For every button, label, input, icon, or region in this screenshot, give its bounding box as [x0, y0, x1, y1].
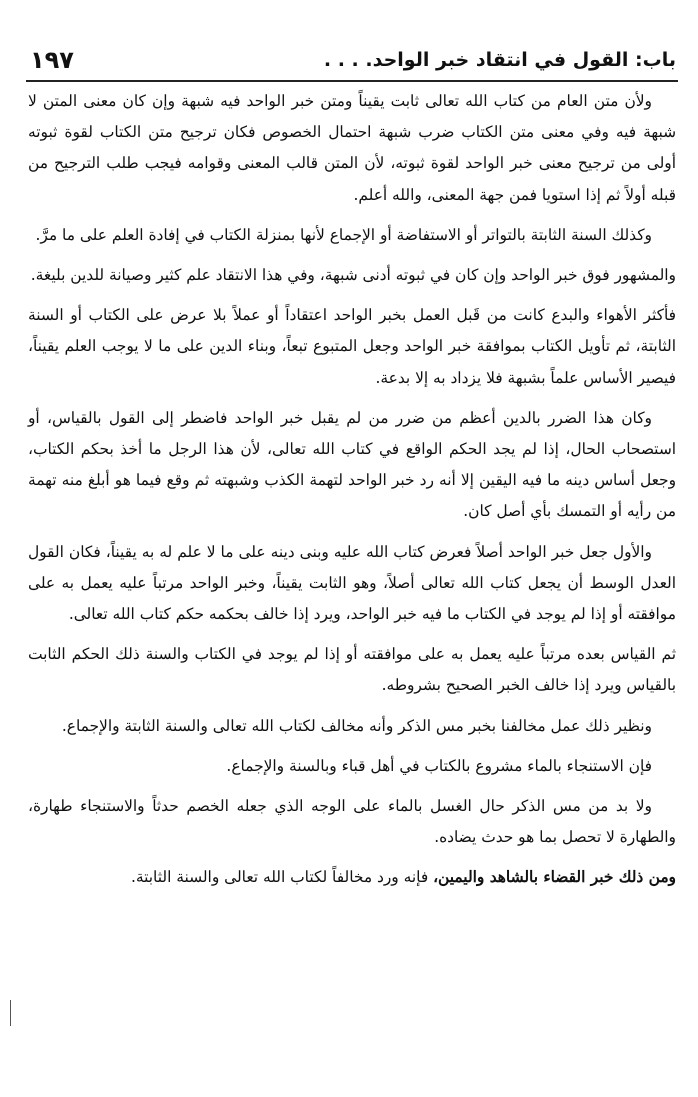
paragraph: وكذلك السنة الثابتة بالتواتر أو الاستفاضة أو الإجماع لأنها بمنزلة الكتاب في إفادة العلم على ما مرَّ.: [35, 225, 652, 244]
page-number: ١٩٧: [30, 46, 74, 74]
paragraph: والمشهور فوق خبر الواحد وإن كان في ثبوته أدنى شبهة، وفي هذا الانتقاد علم كثير وصيانة للدين بليغة.: [30, 266, 676, 285]
paragraph-last: [28, 862, 676, 893]
paragraph: فأكثر الأهواء والبدع كانت من قَبل العمل بخبر الواحد اعتقاداً أو عملاً بلا عرض على الكتاب أو السنة الثابتة، ثم تأويل الكتاب بموافقة خبر الواحد وجعل المتبوع تبعاً، وبناء الدين على ما لا يوجب العلم يقيناً، فيصير الأساس علماً بشبهة فلا يزداد به إلا بدعة.: [28, 306, 676, 387]
header-rule: [26, 80, 678, 82]
chapter-title: باب: القول في انتقاد خبر الواحد. . . .: [323, 49, 676, 71]
bold-phrase: ومن ذلك خبر القضاء بالشاهد واليمين،: [433, 868, 676, 887]
paragraph-rest: فإنه ورد مخالفاً لكتاب الله تعالى والسنة الثابتة.: [130, 868, 434, 887]
margin-mark: [10, 1000, 11, 1026]
paragraph: فإن الاستنجاء بالماء مشروع بالكتاب في أهل قباء وبالسنة والإجماع.: [226, 756, 652, 775]
paragraph: ثم القياس بعده مرتباً عليه يعمل به على موافقته أو إذا لم يوجد في الكتاب والسنة ذلك الحكم الثابت بالقياس ويرد إذا خالف الخبر الصحيح بشروطه.: [28, 645, 676, 695]
paragraph: وكان هذا الضرر بالدين أعظم من ضرر من لم يقبل خبر الواحد فاضطر إلى القول بالقياس، أو استصحاب الحال، إذا لم يجد الحكم الواقع في كتاب الله تعالى، لأن هذا الرجل ما أخذ بحكم الكتاب، وجعل أساس دينه ما فيه اليقين إلا أنه رد خبر الواحد لتهمة الكذب وشبهته ثم وقع فيما هو أبلغ منه تهمة من رأيه أو التمسك بأي أصل كان.: [28, 408, 676, 521]
running-header: [30, 40, 676, 80]
paragraph: ولأن متن العام من كتاب الله تعالى ثابت يقيناً ومتن خبر الواحد فيه شبهة وإن كان معنى المتن لا شبهة فيه وفي معنى متن الكتاب ضرب شبهة احتمال الخصوص فكان ترجيح متن الكتاب لقوة ثبوته أولى من ترجيح معنى خبر الواحد لقوة ثبوته، لأن المتن قالب المعنى وقوامه فيجب طلب الترجيح من قبله أولاً ثم إذا استويا فمن جهة المعنى، والله أعلم.: [28, 92, 676, 204]
paragraph: والأول جعل خبر الواحد أصلاً فعرض كتاب الله عليه وبنى دينه على ما لا علم له به يقيناً، فكان القول العدل الوسط أن يجعل كتاب الله تعالى أصلاً، وهو الثابت يقيناً، وخبر الواحد مرتباً عليه يعمل به على موافقته أو إذا لم يوجد في الكتاب ما فيه خبر الواحد، ويرد إذا خالف بحكمه حكم كتاب الله تعالى.: [28, 542, 676, 624]
paragraph: ونظير ذلك عمل مخالفنا بخبر مس الذكر وأنه مخالف لكتاب الله تعالى والسنة الثابتة والإجماع.: [61, 716, 652, 735]
body-text: [28, 86, 676, 1089]
paragraph: ولا بد من مس الذكر حال الغسل بالماء على الوجه الذي جعله الخصم حدثاً والاستنجاء طهارة، والطهارة لا تحصل بما هو حدث يضاده.: [28, 797, 676, 847]
